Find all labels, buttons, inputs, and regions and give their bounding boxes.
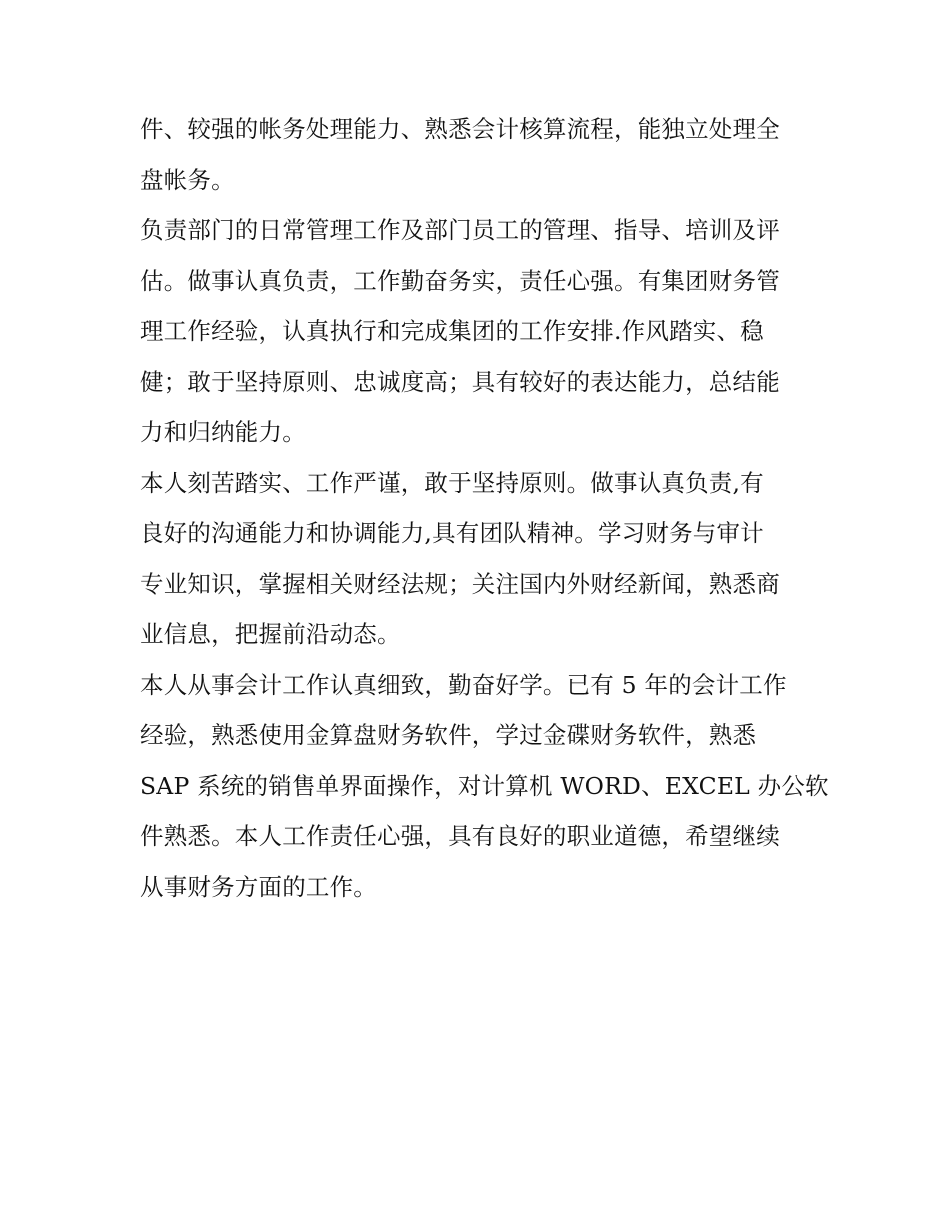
text-line: 专业知识，掌握相关财经法规；关注国内外财经新闻，熟悉商 <box>140 569 780 598</box>
text-line: 本人刻苦踏实、工作严谨，敢于坚持原则。做事认真负责,有 <box>140 468 764 497</box>
text-line: 理工作经验，认真执行和完成集团的工作安排.作风踏实、稳 <box>140 317 764 345</box>
text-line: 健；敢于坚持原则、忠诚度高；具有较好的表达能力，总结能 <box>140 367 780 396</box>
text-line: 经验，熟悉使用金算盘财务软件，学过金碟财务软件，熟悉 <box>140 721 757 749</box>
text-line: 良好的沟通能力和协调能力,具有团队精神。学习财务与审计 <box>140 519 764 547</box>
text-line: SAP 系统的销售单界面操作，对计算机 WORD、EXCEL 办公软 <box>140 771 829 800</box>
paragraph-2 <box>140 205 820 458</box>
text-line: 盘帐务。 <box>140 165 235 194</box>
text-line: 负责部门的日常管理工作及部门员工的管理、指导、培训及评 <box>140 216 780 244</box>
text-line: 估。做事认真负责，工作勤奋务实，责任心强。有集团财务管 <box>140 266 780 295</box>
paragraph-1 <box>140 104 820 205</box>
text-line: 件熟悉。本人工作责任心强，具有良好的职业道德，希望继续 <box>140 822 780 850</box>
text-line: 件、较强的帐务处理能力、熟悉会计核算流程，能独立处理全 <box>140 115 780 143</box>
text-line: 从事财务方面的工作。 <box>140 872 377 901</box>
text-line: 本人从事会计工作认真细致，勤奋好学。已有 5 年的会计工作 <box>140 670 787 699</box>
text-line: 业信息，把握前沿动态。 <box>140 620 401 648</box>
paragraph-4 <box>140 660 829 913</box>
paragraph-3 <box>140 458 820 660</box>
text-line: 力和归纳能力。 <box>140 418 306 446</box>
document-body <box>140 104 829 912</box>
